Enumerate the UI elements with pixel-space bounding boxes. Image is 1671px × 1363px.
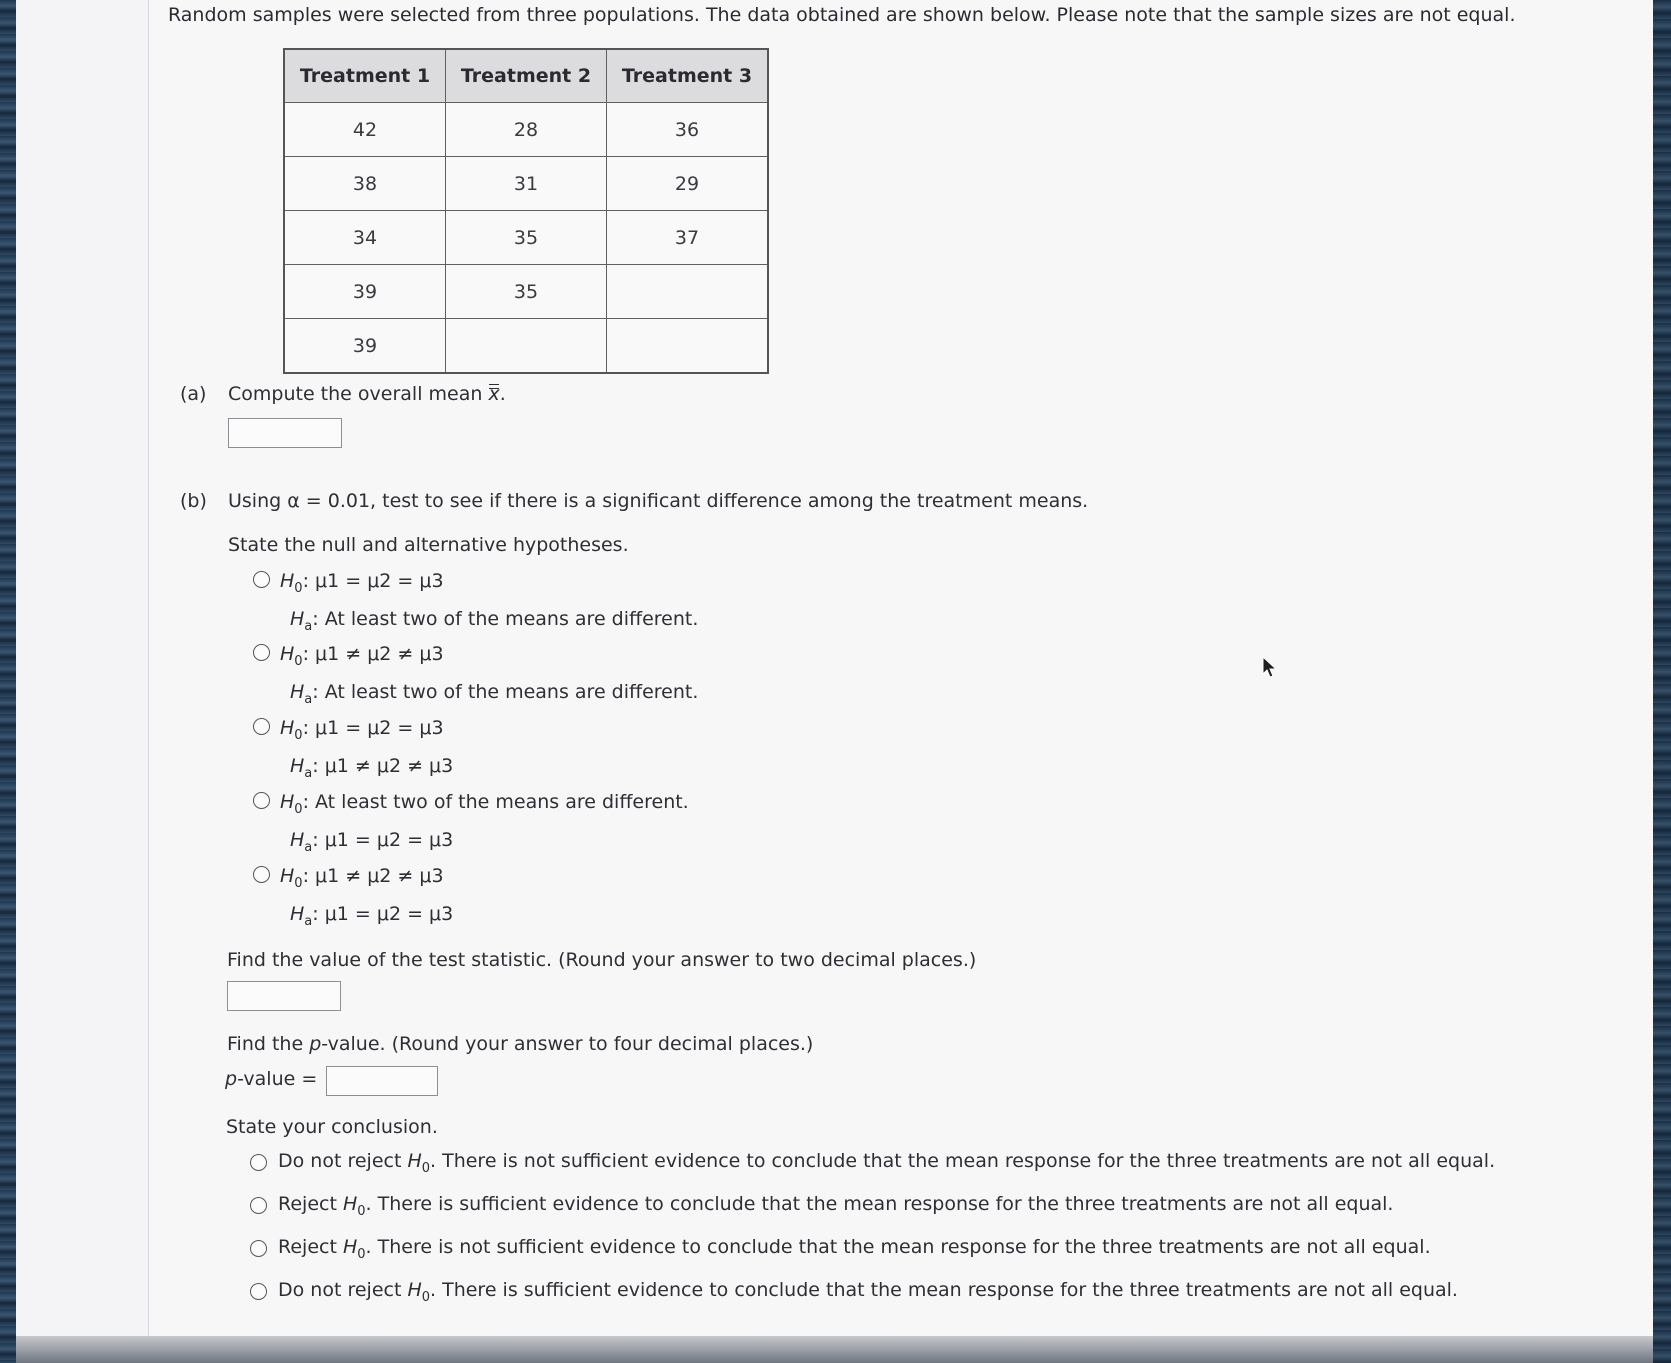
hypothesis-option-4[interactable]	[280, 787, 689, 863]
part-a-prompt	[228, 383, 506, 405]
conclusion-option-1[interactable]: Do not reject $H_0$. There is not sufficient evidence to conclude that the mean response for the three treatments are not all equal.	[278, 1150, 1496, 1176]
null-hypothesis: $H_0$: μ1 = μ2 = μ3	[280, 717, 444, 743]
table-cell: 31	[446, 157, 607, 211]
part-a-prompt-end: .	[499, 383, 506, 405]
table-row	[284, 265, 768, 319]
table-cell: 39	[284, 319, 446, 374]
right-background-edge	[1653, 0, 1671, 1363]
conclusion-option-4-radio[interactable]	[250, 1283, 267, 1300]
conclusion-option-2-radio[interactable]	[250, 1197, 267, 1214]
alternative-hypothesis: $H_a$: At least two of the means are different.	[290, 608, 699, 634]
table-cell: 39	[284, 265, 446, 319]
null-hypothesis: $H_0$: μ1 ≠ μ2 ≠ μ3	[280, 643, 444, 669]
bottom-screen-shadow	[16, 1336, 1653, 1363]
table-cell	[607, 319, 769, 374]
alternative-hypothesis: $H_a$: μ1 = μ2 = μ3	[290, 903, 454, 929]
test-statistic-input[interactable]	[227, 981, 341, 1011]
hypothesis-option-5-radio[interactable]	[253, 866, 270, 883]
null-hypothesis: $H_0$: At least two of the means are different.	[280, 791, 689, 817]
table-cell: 36	[607, 103, 769, 157]
data-table	[283, 48, 769, 374]
hypothesis-option-3-radio[interactable]	[253, 718, 270, 735]
table-cell: 38	[284, 157, 446, 211]
table-cell: 35	[446, 265, 607, 319]
hypothesis-option-4-radio[interactable]	[253, 792, 270, 809]
null-hypothesis: $H_0$: μ1 = μ2 = μ3	[280, 570, 444, 596]
hypothesis-option-5[interactable]	[280, 861, 453, 937]
table-cell: 29	[607, 157, 769, 211]
hypothesis-option-1-radio[interactable]	[253, 571, 270, 588]
p-value-prompt: Find the p-value. (Round your answer to four decimal places.)	[227, 1033, 814, 1055]
hypothesis-option-3[interactable]	[280, 713, 453, 789]
conclusion-option-2[interactable]: Reject $H_0$. There is sufficient evidence to conclude that the mean response for the three treatments are not all equal.	[278, 1193, 1394, 1219]
overall-mean-input[interactable]	[228, 418, 342, 448]
p-value-input[interactable]	[326, 1066, 438, 1096]
left-background-edge	[0, 0, 16, 1363]
conclusion-prompt: State your conclusion.	[226, 1116, 438, 1138]
conclusion-option-3-radio[interactable]	[250, 1240, 267, 1257]
table-header: Treatment 2	[446, 49, 607, 103]
hypothesis-option-1[interactable]	[280, 566, 698, 642]
table-cell	[607, 265, 769, 319]
table-cell: 42	[284, 103, 446, 157]
null-hypothesis: $H_0$: μ1 ≠ μ2 ≠ μ3	[280, 865, 444, 891]
table-row	[284, 211, 768, 265]
table-row	[284, 103, 768, 157]
part-a-label: (a)	[180, 383, 207, 405]
part-a-prompt-text: Compute the overall mean	[228, 383, 489, 405]
alternative-hypothesis: $H_a$: μ1 = μ2 = μ3	[290, 829, 454, 855]
conclusion-option-1-radio[interactable]	[250, 1154, 267, 1171]
part-b-label: (b)	[180, 490, 207, 512]
table-row	[284, 319, 768, 374]
conclusion-option-4[interactable]: Do not reject $H_0$. There is sufficient evidence to conclude that the mean response for the three treatments are not all equal.	[278, 1279, 1458, 1305]
alternative-hypothesis: $H_a$: At least two of the means are different.	[290, 681, 699, 707]
table-header: Treatment 3	[607, 49, 769, 103]
hypotheses-prompt: State the null and alternative hypotheses.	[228, 534, 629, 556]
table-header-row	[284, 49, 768, 103]
hypothesis-option-2-radio[interactable]	[253, 644, 270, 661]
part-b-prompt: Using α = 0.01, test to see if there is a significant difference among the treatment means.	[228, 490, 1089, 512]
table-row	[284, 157, 768, 211]
grand-mean-symbol: x	[488, 383, 500, 405]
table-header: Treatment 1	[284, 49, 446, 103]
alternative-hypothesis: $H_a$: μ1 ≠ μ2 ≠ μ3	[290, 755, 454, 781]
conclusion-option-3[interactable]: Reject $H_0$. There is not sufficient evidence to conclude that the mean response for the three treatments are not all equal.	[278, 1236, 1431, 1262]
table-cell	[446, 319, 607, 374]
mouse-pointer-icon	[1262, 656, 1278, 680]
table-cell: 35	[446, 211, 607, 265]
p-value-label: p-value =	[225, 1068, 318, 1090]
hypothesis-option-2[interactable]	[280, 639, 698, 715]
table-cell: 34	[284, 211, 446, 265]
intro-text: Random samples were selected from three populations. The data obtained are shown below. Please note that the sample sizes are not equal.	[168, 4, 1516, 26]
test-statistic-prompt: Find the value of the test statistic. (Round your answer to two decimal places.)	[227, 949, 977, 971]
table-cell: 28	[446, 103, 607, 157]
table-cell: 37	[607, 211, 769, 265]
